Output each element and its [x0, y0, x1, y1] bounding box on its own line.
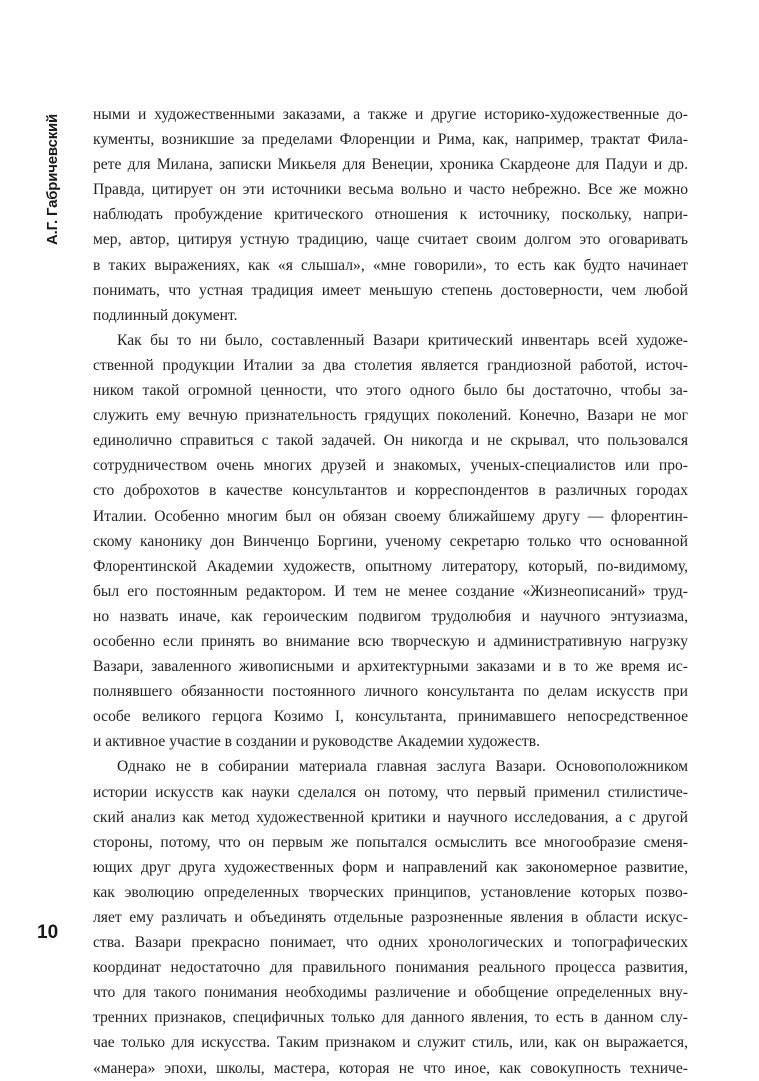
- text-line: координат недостаточно для правильного понимания реального процесса развития,: [93, 959, 688, 977]
- text-line: ляет ему различать и объединять отдельные разрозненные явления в области искус-: [93, 909, 688, 926]
- text-line: тренних признаков, специфичных только для данного явления, то есть в данном слу-: [93, 1009, 688, 1027]
- text-line: единолично справиться с такой задачей. Он никогда и не скрывал, что пользовался: [93, 432, 688, 450]
- text-line: особенно если принять во внимание всю творческую и административную нагрузку: [93, 632, 688, 650]
- text-line: особе великого герцога Козимо I, консультанта, принимавшего непосредственное: [93, 708, 688, 726]
- text-line: в таких выражениях, как «я слышал», «мне говорили», то есть как будто начинает: [93, 256, 688, 274]
- text-line: сотрудничеством очень многих друзей и знакомых, ученых-специалистов или про-: [93, 457, 688, 475]
- text-line: Правда, цитирует он эти источники весьма вольно и часто небрежно. Все же можно: [93, 181, 688, 199]
- text-line: понимать, что устная традиция имеет меньшую степень достоверности, чем любой: [93, 281, 688, 299]
- text-line: что для такого понимания необходимы различение и обобщение определенных вну-: [93, 984, 688, 1002]
- text-line: Как бы то ни было, составленный Вазари критический инвентарь всей художе-: [117, 331, 688, 349]
- text-line: стороны, потому, что он первым же попытался осмыслить все многообразие сменя-: [93, 833, 688, 851]
- paragraph: [93, 102, 688, 328]
- text-line: и активное участие в создании и руководстве Академии художеств.: [93, 733, 540, 751]
- text-line: рете для Милана, записки Микьеля для Венеции, хроника Скардеоне для Падуи и др.: [93, 156, 688, 174]
- text-line: Флорентинской Академии художеств, опытному литератору, который, по-видимому,: [93, 557, 688, 575]
- text-line: сто доброхотов в качестве консультантов и корреспондентов в различных городах: [93, 482, 688, 500]
- running-head-author: А.Г. Габричевский: [44, 113, 61, 245]
- text-line: мер, автор, цитируя устную традицию, чаще считает своим долгом это оговаривать: [93, 231, 688, 249]
- text-line: ными и художественными заказами, а также и другие историко-художественные до-: [93, 106, 688, 123]
- body-text: [93, 102, 688, 1081]
- text-line: «манера» эпохи, школы, мастера, которая не что иное, как совокупность техниче-: [93, 1059, 688, 1077]
- page-number: 10: [37, 922, 59, 943]
- text-line: чае только для искусства. Таким признаком и служит стиль, или, как он выражается,: [93, 1034, 688, 1052]
- text-line: Однако не в собирании материала главная заслуга Вазари. Основоположником: [117, 758, 688, 776]
- text-line: ником такой огромной ценности, что этого одного было бы достаточно, чтобы за-: [93, 382, 688, 400]
- text-line: Вазари, заваленного живописными и архитектурными заказами и в то же время ис-: [93, 658, 688, 676]
- text-line: но назвать иначе, как героическим подвигом трудолюбия и научного энтузиазма,: [93, 607, 688, 625]
- text-line: скому канонику дон Винченцо Боргини, ученому секретарю только что основанной: [93, 532, 688, 550]
- text-line: как эволюцию определенных творческих принципов, установление которых позво-: [93, 883, 688, 901]
- text-line: был его постоянным редактором. И тем не менее создание «Жизнеописаний» труд-: [93, 582, 688, 600]
- text-line: истории искусств как науки сделался он потому, что первый применил стилистиче-: [93, 783, 688, 801]
- text-line: Италии. Особенно многим был он обязан своему ближайшему другу — флорентин-: [93, 507, 688, 525]
- text-line: наблюдать пробуждение критического отношения к источнику, поскольку, напри-: [93, 206, 688, 224]
- text-line: ский анализ как метод художественной критики и научного исследования, а с другой: [93, 808, 688, 826]
- paragraph: [93, 328, 688, 755]
- text-line: ющих друг друга художественных форм и направлений как закономерное развитие,: [93, 858, 688, 876]
- paragraph: [93, 754, 688, 1080]
- text-line: ственной продукции Италии за два столетия является грандиозной работой, источ-: [93, 356, 688, 374]
- text-line: кументы, возникшие за пределами Флоренции и Рима, как, например, трактат Фила-: [93, 131, 688, 149]
- text-line: ства. Вазари прекрасно понимает, что одних хронологических и топографических: [93, 934, 688, 952]
- text-line: служить ему вечную признательность грядущих поколений. Конечно, Вазари не мог: [93, 407, 688, 425]
- text-line: подлинный документ.: [93, 306, 238, 324]
- text-line: полнявшего обязанности постоянного личного консультанта по делам искусств при: [93, 683, 688, 701]
